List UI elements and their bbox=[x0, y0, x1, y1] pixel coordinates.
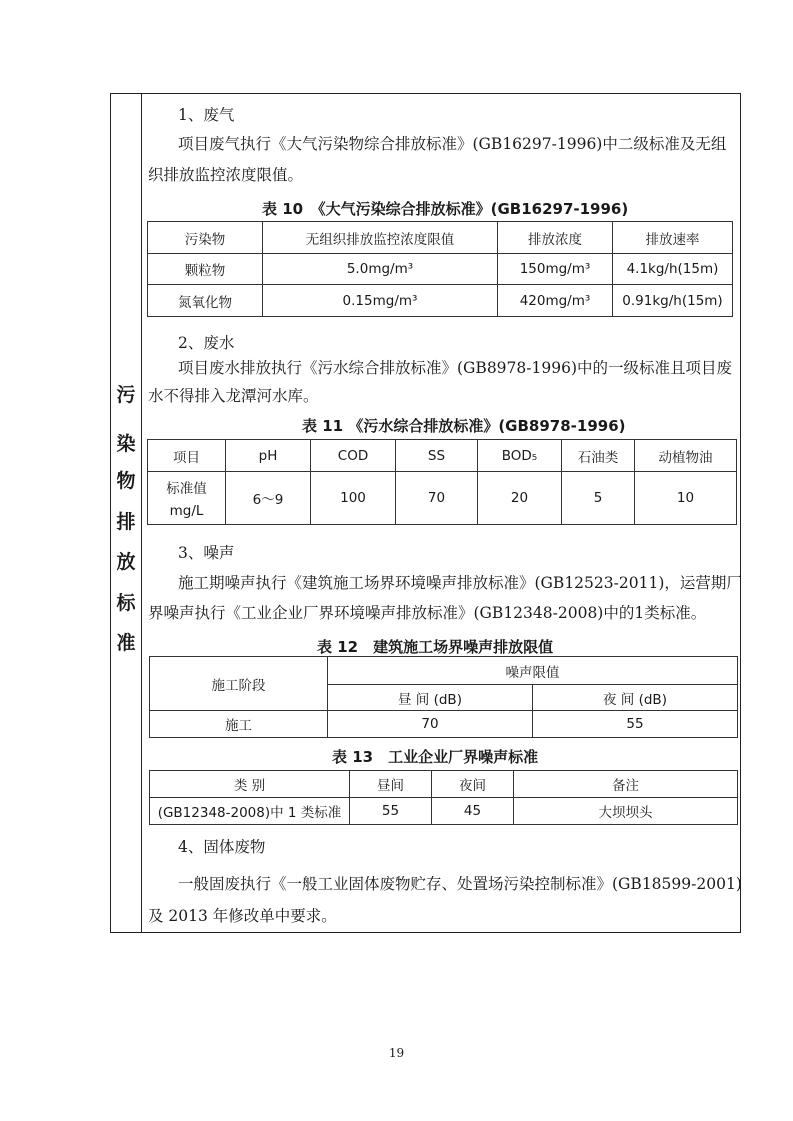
table-13-cell: 大坝坝头 bbox=[514, 798, 738, 825]
noise-paragraph-line1: 施工期噪声执行《建筑施工场界环境噪声排放标准》(GB12523-2011)，运营期厂 bbox=[178, 574, 742, 592]
solid-paragraph-line1: 一般固废执行《一般工业固体废物贮存、处置场污染控制标准》(GB18599-2001) bbox=[178, 875, 742, 893]
gas-paragraph-line1: 项目废气执行《大气污染物综合排放标准》(GB16297-1996)中二级标准及无组 bbox=[178, 135, 727, 153]
table-12-limit-header: 噪声限值 bbox=[328, 657, 738, 685]
table-10-caption: 表 10 《大气污染综合排放标准》(GB16297-1996) bbox=[262, 200, 629, 218]
table-11-caption: 表 11 《污水综合排放标准》(GB8978-1996) bbox=[302, 417, 626, 435]
table-11-header-cell: 动植物油 bbox=[635, 440, 737, 472]
table-12-stage-header: 施工阶段 bbox=[150, 657, 328, 711]
table-10 bbox=[147, 221, 733, 317]
table-10-cell: 5.0mg/m³ bbox=[263, 254, 498, 285]
table-11-row-label bbox=[148, 472, 226, 525]
table-10-cell: 150mg/m³ bbox=[498, 254, 613, 285]
table-11-cell: 70 bbox=[396, 472, 478, 525]
table-11-cell: 5 bbox=[562, 472, 635, 525]
sidebar-label-column bbox=[111, 94, 142, 932]
sidebar-char: 放 bbox=[116, 551, 136, 573]
table-11-header-cell: BOD₅ bbox=[478, 440, 562, 472]
table-13-header-cell: 昼间 bbox=[350, 771, 432, 798]
page-number: 19 bbox=[388, 1046, 405, 1060]
table-10-cell: 颗粒物 bbox=[148, 254, 263, 285]
section-heading-solid: 4、固体废物 bbox=[178, 838, 266, 856]
gas-paragraph-line2: 织排放监控浓度限值。 bbox=[148, 166, 304, 184]
table-10-cell: 0.15mg/m³ bbox=[263, 285, 498, 317]
table-10-cell: 氮氧化物 bbox=[148, 285, 263, 317]
sidebar-char: 准 bbox=[116, 632, 136, 654]
table-10-header-cell: 无组织排放监控浓度限值 bbox=[263, 222, 498, 254]
table-12 bbox=[149, 656, 738, 738]
table-10-header-cell: 排放速率 bbox=[613, 222, 733, 254]
standards-frame bbox=[110, 93, 741, 933]
table-10-header-cell: 污染物 bbox=[148, 222, 263, 254]
table-13-cell: 45 bbox=[432, 798, 514, 825]
table-13-cell: 55 bbox=[350, 798, 432, 825]
section-heading-noise: 3、噪声 bbox=[178, 544, 235, 562]
section-heading-water: 2、废水 bbox=[178, 334, 235, 352]
table-11-header-cell: 项目 bbox=[148, 440, 226, 472]
table-13-cell: (GB12348-2008)中 1 类标准 bbox=[150, 798, 350, 825]
table-11-cell: 10 bbox=[635, 472, 737, 525]
table-12-day-header: 昼 间 (dB) bbox=[328, 685, 533, 711]
table-11-cell: 100 bbox=[311, 472, 396, 525]
table-13 bbox=[149, 770, 738, 825]
sidebar-char: 物 bbox=[116, 470, 136, 492]
section-heading-gas: 1、废气 bbox=[178, 106, 235, 124]
water-paragraph-line1: 项目废水排放执行《污水综合排放标准》(GB8978-1996)中的一级标准且项目废 bbox=[178, 359, 732, 377]
sidebar-char: 排 bbox=[116, 511, 136, 533]
table-11-cell: 20 bbox=[478, 472, 562, 525]
sidebar-char: 标 bbox=[116, 592, 136, 614]
table-11-header-cell: SS bbox=[396, 440, 478, 472]
sidebar-char: 染 bbox=[116, 433, 136, 455]
row-label-line2: mg/L bbox=[169, 503, 204, 519]
table-11-header-cell: COD bbox=[311, 440, 396, 472]
table-13-caption: 表 13 工业企业厂界噪声标准 bbox=[332, 748, 539, 766]
table-10-cell: 420mg/m³ bbox=[498, 285, 613, 317]
table-12-cell: 施工 bbox=[150, 711, 328, 738]
sidebar-char: 污 bbox=[116, 384, 136, 406]
water-paragraph-line2: 水不得排入龙潭河水库。 bbox=[148, 387, 319, 405]
table-11 bbox=[147, 439, 737, 525]
solid-paragraph-line2: 及 2013 年修改单中要求。 bbox=[148, 907, 337, 925]
table-11-cell: 6～9 bbox=[226, 472, 311, 525]
table-13-header-cell: 备注 bbox=[514, 771, 738, 798]
table-12-caption: 表 12 建筑施工场界噪声排放限值 bbox=[317, 638, 554, 656]
table-11-header-cell: pH bbox=[226, 440, 311, 472]
table-12-cell: 70 bbox=[328, 711, 533, 738]
table-12-night-header: 夜 间 (dB) bbox=[533, 685, 738, 711]
table-11-header-cell: 石油类 bbox=[562, 440, 635, 472]
content-area bbox=[142, 94, 740, 932]
table-12-cell: 55 bbox=[533, 711, 738, 738]
table-13-header-cell: 类 别 bbox=[150, 771, 350, 798]
table-10-header-cell: 排放浓度 bbox=[498, 222, 613, 254]
row-label-line1: 标准值 bbox=[166, 481, 207, 497]
noise-paragraph-line2: 界噪声执行《工业企业厂界环境噪声排放标准》(GB12348-2008)中的1类标准。 bbox=[148, 604, 707, 622]
table-13-header-cell: 夜间 bbox=[432, 771, 514, 798]
table-10-cell: 0.91kg/h(15m) bbox=[613, 285, 733, 317]
table-10-cell: 4.1kg/h(15m) bbox=[613, 254, 733, 285]
